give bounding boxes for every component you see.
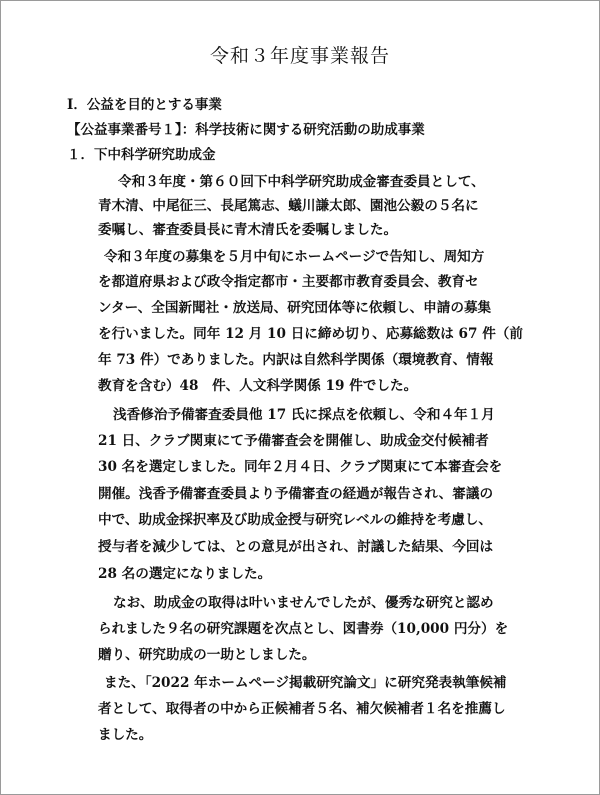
paragraph-2-line-4: を行いました。同年 12 月 10 日に締め切り、応募総数は 67 件（前 bbox=[98, 326, 523, 342]
section-heading: Ⅰ．公益を目的とする事業 bbox=[67, 97, 222, 113]
paragraph-3-line-7: 28 名の選定になりました。 bbox=[98, 566, 272, 582]
project-heading: 【公益事業番号１】：科学技術に関する研究活動の助成事業 bbox=[67, 122, 425, 138]
subsection-heading: １．下中科学研究助成金 bbox=[67, 147, 216, 163]
paragraph-1-line-1: 令和３年度・第６０回下中科学研究助成金審査委員として、 bbox=[118, 174, 485, 190]
paragraph-2-line-1: 令和３年度の募集を５月中旬にホームページで告知し、周知方 bbox=[104, 249, 485, 265]
paragraph-2-line-2: を都道府県および政令指定都市・主要都市教育委員会、教育セ bbox=[98, 274, 479, 290]
paragraph-5-line-1: また、「2022 年ホームページ掲載研究論文」に研究発表執筆候補 bbox=[104, 675, 507, 691]
paragraph-1-line-3: 委嘱し、審査委員長に青木清氏を委嘱しました。 bbox=[98, 222, 398, 238]
paragraph-3-line-3: 30 名を選定しました。同年２月４日、クラブ関東にて本審査会を bbox=[98, 459, 503, 475]
paragraph-2-line-3: ンター、全国新聞社・放送局、研究団体等に依頼し、申請の募集 bbox=[98, 300, 492, 316]
paragraph-2-line-5: 年 73 件）でありました。内訳は自然科学関係（環境教育、情報 bbox=[98, 352, 494, 368]
paragraph-4-line-3: 贈り、研究助成の一助としました。 bbox=[98, 647, 316, 663]
paragraph-5-line-2: 者として、取得者の中から正候補者５名、補欠候補者１名を推薦し bbox=[98, 701, 506, 717]
page-title: 令和３年度事業報告 bbox=[209, 45, 390, 67]
paragraph-1-line-2: 青木清、中尾征三、長尾篤志、蟻川謙太郎、園池公毅の５名に bbox=[98, 198, 479, 214]
paragraph-4-line-1: なお、助成金の取得は叶いませんでしたが、優秀な研究と認め bbox=[113, 595, 494, 611]
paragraph-3-line-2: 21 日、クラブ関東にて予備審査会を開催し、助成金交付候補者 bbox=[98, 433, 489, 449]
paragraph-3-line-1: 浅香修治予備審査委員他 17 氏に採点を依頼し、令和４年１月 bbox=[113, 407, 495, 423]
paragraph-3-line-4: 開催。浅香予備審査委員より予備審査の経過が報告され、審議の bbox=[98, 486, 494, 502]
paragraph-4-line-2: られました９名の研究課題を次点とし、図書券（10,000 円分）を bbox=[98, 621, 509, 637]
paragraph-5-line-3: ました。 bbox=[98, 727, 153, 743]
paragraph-2-line-6: 教育を含む）48 件、人文科学関係 19 件でした。 bbox=[98, 378, 418, 394]
paragraph-3-line-5: 中で、助成金採択率及び助成金授与研究レベルの維持を考慮し、 bbox=[98, 512, 492, 528]
paragraph-3-line-6: 授与者を減少しては、との意見が出され、討議した結果、今回は bbox=[98, 539, 494, 555]
